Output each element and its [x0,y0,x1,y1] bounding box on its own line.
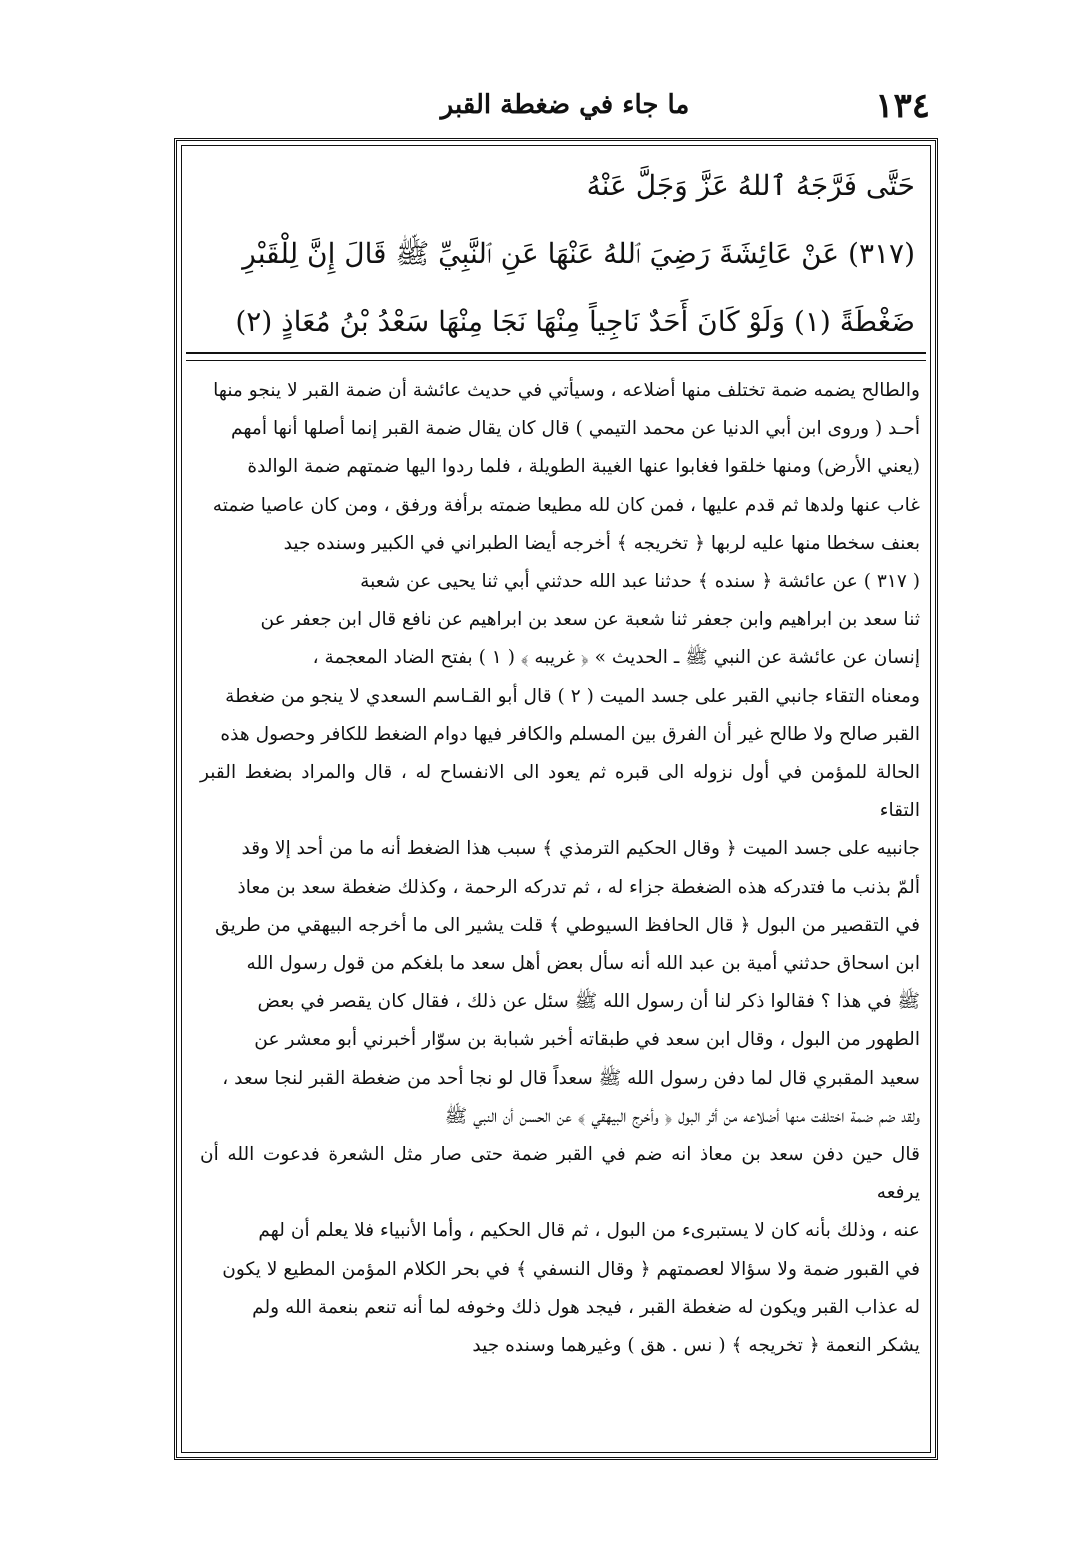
commentary-line: أحـد ( وروى ابن أبي الدنيا عن محمد التيمي ) قال كان يقال ضمة القبر إنما أصلها أنها أمهم [230,418,920,440]
commentary-line: في القبور ضمة ولا سؤالا لعصمتهم ﴿ وقال النسفي ﴾ في بحر الكلام المؤمن المطيع لا يكون [222,1258,920,1280]
hadith-line: حَتَّى فَرَّجَهُ ٱللهُ عَزَّ وَجَلَّ عَنْهُ [586,169,915,202]
commentary-line: قال حين دفن سعد بن معاذ انه ضم في القبر ضمة حتى صار مثل الشعرة فدعوت الله أن يرفعه [200,1144,920,1204]
commentary-line: سعيد المقبري قال لما دفن رسول الله ﷺ سعداً قال لو نجا أحد من ضغطة القبر لنجا سعد ، [222,1067,920,1089]
commentary-line: (يعني الأرض) ومنها خلقوا فغابوا عنها الغيبة الطويلة ، فلما ردوا اليها ضمتهم ضمة الوالدة [247,456,920,478]
commentary-line: جانبيه على جسد الميت ﴿ وقال الحكيم الترمذي ﴾ سبب هذا الضغط أنه ما من أحد إلا وقد [241,838,920,860]
commentary-line: بعنف سخطا منها عليه لربها ﴿ تخريجه ﴾ أخرجه أيضا الطبراني في الكبير وسنده جيد [283,532,920,554]
commentary-line: والطالح يضمه ضمة تختلف منها أضلاعه ، وسيأتي في حديث عائشة أن ضمة القبر لا ينجو منها [213,380,920,401]
running-title: ما جاء في ضغطة القبر [440,90,690,120]
commentary-line: له عذاب القبر ويكون له ضغطة القبر ، فيجد هول ذلك وخوفه لما أنه تنعم بنعمة الله ولم [252,1296,920,1318]
commentary-line: القبر صالح ولا طالح غير أن الفرق بين المسلم والكافر فيها دوام الضغط للكافر وحصول هذه [220,723,920,745]
commentary-line: ألمّ بذنب ما فتدركه هذه الضغطة جزاء له ، ثم تدركه الرحمة ، وكذلك ضغطة سعد بن معاذ [237,876,920,898]
section-divider [186,352,926,361]
commentary-line: ولقد ضم ضمة اختلفت منها أضلاعه من أثر البول ﴿ وأخرج البيهقي ﴾ عن الحسن أن النبي ﷺ [444,1105,920,1127]
commentary-line: ومعناه التقاء جانبي القبر على جسد الميت ( ٢ ) قال أبو القـاسم السعدي لا ينجو من ضغطة [225,685,920,707]
hadith-line: (٣١٧) عَنْ عَائِشَةَ رَضِيَ ٱللهُ عَنْهَا عَنِ ٱلنَّبِيِّ ﷺ قَالَ إِنَّ لِلْقَبْرِ [242,237,915,270]
hadith-text [205,152,915,350]
commentary-line: ابن اسحاق حدثني أمية بن عبد الله أنه سأل بعض أهل سعد ما بلغكم من قول رسول الله [246,953,920,975]
commentary-line: في التقصير من البول ﴿ قال الحافظ السيوطي ﴾ قلت يشير الى ما أخرجه البيهقي من طريق [215,914,920,936]
commentary-line: ﷺ في هذا ؟ فقالوا ذكر لنا أن رسول الله ﷺ سئل عن ذلك ، فقال كان يقصر في بعض [257,991,920,1013]
commentary-line: ( ٣١٧ ) عن عائشة ﴿ سنده ﴾ حدثنا عبد الله حدثني أبي ثنا يحيى عن شعبة [360,571,920,593]
commentary-line: الطهور من البول ، وقال ابن سعد في طبقاته أخبر شبابة بن سوّار أخبرني أبو معشر عن [254,1029,920,1051]
commentary-text [200,372,920,1442]
hadith-line: ضَغْطَةً (١) وَلَوْ كَانَ أَحَدٌ نَاجِياً مِنْهَا نَجَا مِنْهَا سَعْدُ بْنُ مُعَاذٍ (٢) [235,305,915,338]
commentary-line: غاب عنها ولدها ثم قدم عليها ، فمن كان لله مطيعا ضمته برأفة ورفق ، ومن كان عاصيا ضمته [212,494,920,516]
page-number: ١٣٤ [875,86,930,126]
commentary-line: ثنا سعد بن ابراهيم وابن جعفر ثنا شعبة عن سعد بن ابراهيم عن نافع قال ابن جعفر عن [260,609,920,631]
commentary-line: إنسان عن عائشة عن النبي ﷺ ـ الحديث » ﴿ غريبه ﴾ ( ١ ) بفتح الضاد المعجمة ، [312,647,920,669]
commentary-line: عنه ، وذلك بأنه كان لا يستبرىء من البول ، ثم قال الحكيم ، وأما الأنبياء فلا يعلم أن لهم [258,1220,920,1242]
commentary-line: الحالة للمؤمن في أول نزوله الى قبره ثم يعود الى الانفساح له ، قال والمراد بضغط القبر التقاء [200,762,920,822]
page-header [200,86,930,126]
commentary-line: يشكر النعمة ﴿ تخريجه ﴾ ( نس . هق ) وغيرهما وسنده جيد [472,1335,920,1357]
